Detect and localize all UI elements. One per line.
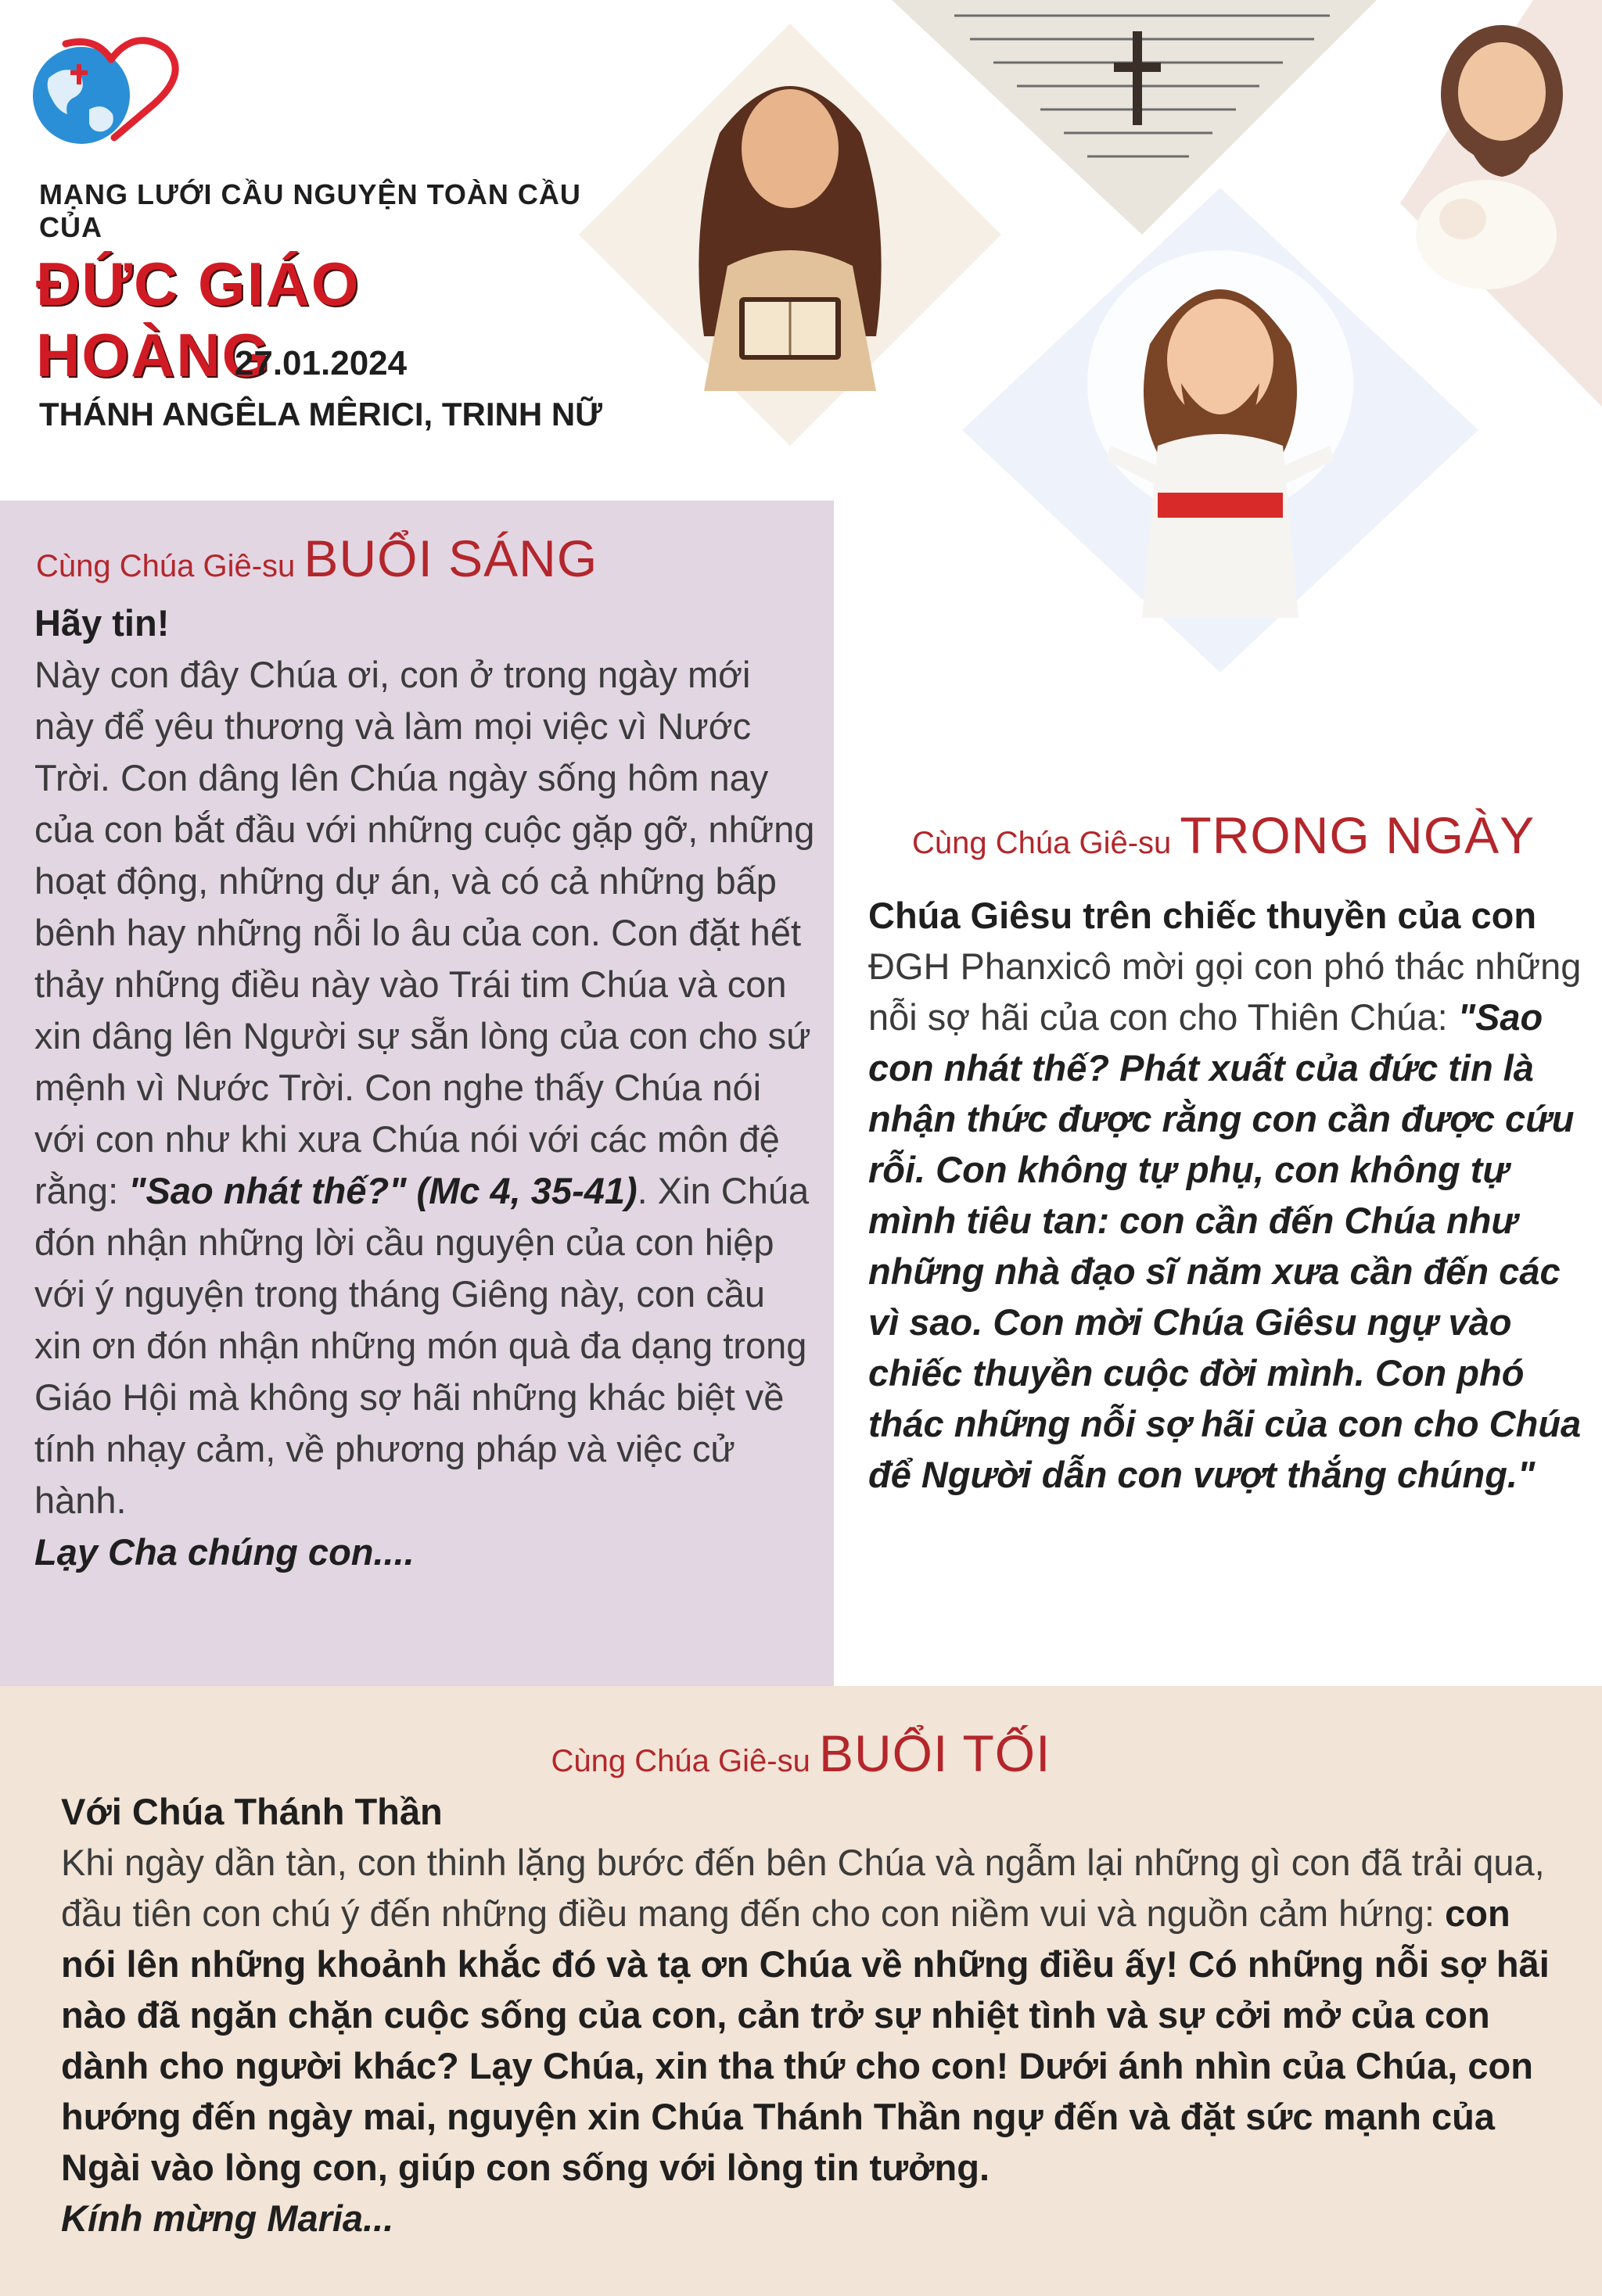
evening-title: BUỔI TỐI bbox=[818, 1724, 1051, 1782]
evening-prayer-text bbox=[61, 1786, 1571, 2244]
morning-closing: Lạy Cha chúng con.... bbox=[34, 1531, 415, 1573]
evening-section bbox=[0, 1686, 1602, 2296]
morning-paragraph-1: Này con đây Chúa ơi, con ở trong ngày mới này để yêu thương và làm mọi việc vì Nước Trời. Con dâng lên Chúa ngày sống hôm nay của con bắt đầu với những cuộc gặp gỡ, những hoạt động, những dự án, và có cả những bấp bênh hay những nỗi lo âu của con. Con đặt hết thảy những điều này vào Trái tim Chúa và con xin dâng lên Người sự sẵn lòng của con cho sứ mệnh vì Nước Trời. Con nghe thấy Chúa nói với con như khi xưa Chúa nói với các môn đệ rằng: bbox=[34, 654, 815, 1211]
evening-heading: Với Chúa Thánh Thần bbox=[61, 1791, 443, 1832]
pope-title: ĐỨC GIÁO HOÀNG bbox=[36, 249, 361, 389]
day-prefix: Cùng Chúa Giê-su bbox=[912, 826, 1172, 860]
day-paragraph: ĐGH Phanxicô mời gọi con phó thác những nỗi sợ hãi của con cho Thiên Chúa: bbox=[868, 945, 1582, 1038]
day-heading: Chúa Giêsu trên chiếc thuyền của con bbox=[868, 895, 1537, 936]
morning-section-header bbox=[36, 529, 598, 588]
day-section-header bbox=[912, 805, 1535, 865]
day-title: TRONG NGÀY bbox=[1180, 806, 1536, 864]
evening-paragraph: Khi ngày dần tàn, con thinh lặng bước đến bên Chúa và ngẫm lại những gì con đã trải qua, đầu tiên con chú ý đến những điều mang đến cho con niềm vui và nguồn cảm hứng: bbox=[61, 1842, 1545, 1934]
evening-prefix: Cùng Chúa Giê-su bbox=[551, 1744, 810, 1778]
morning-prayer-text bbox=[34, 597, 817, 1578]
morning-paragraph-2: . Xin Chúa đón nhận những lời cầu nguyện của con hiệp với ý nguyện trong tháng Giêng này, con cầu xin ơn đón nhận những món quà đa dạng trong Giáo Hội mà không sợ hãi những khác biệt về tính nhạy cảm, về phương pháp và việc cử hành. bbox=[34, 1170, 810, 1521]
morning-title: BUỔI SÁNG bbox=[304, 529, 598, 587]
day-quote: "Sao con nhát thế? Phát xuất của đức tin là nhận thức được rằng con cần được cứu rỗi. Con không tự phụ, con không tự mình tiêu tan: con cần đến Chúa như những nhà đạo sĩ năm xưa cần đến các vì sao. Con mời Chúa Giêsu ngự vào chiếc thuyền cuộc đời mình. Con phó thác những nỗi sợ hãi của con cho Chúa để Người dẫn con vượt thắng chúng." bbox=[868, 996, 1582, 1495]
morning-quote: "Sao nhát thế?" (Mc 4, 35-41) bbox=[128, 1170, 638, 1211]
day-prayer-text bbox=[868, 890, 1588, 1500]
saint-name: THÁNH ANGÊLA MÊRICI, TRINH NỮ bbox=[38, 396, 603, 432]
evening-closing: Kính mừng Maria... bbox=[61, 2197, 394, 2239]
morning-prefix: Cùng Chúa Giê-su bbox=[36, 549, 296, 583]
network-title: MẠNG LƯỚI CẦU NGUYỆN TOÀN CẦU CỦA bbox=[39, 178, 581, 243]
evening-bold-paragraph: con nói lên những khoảnh khắc đó và tạ ơn Chúa về những điều ấy! Có những nỗi sợ hãi nào đã ngăn chặn cuộc sống của con, cản trở sự nhiệt tình và sự cởi mở của con dành cho người khác? Lạy Chúa, xin tha thứ cho con! Dưới ánh nhìn của Chúa, con hướng đến ngày mai, nguyện xin Chúa Thánh Thần ngự đến và đặt sức mạnh của Ngài vào lòng con, giúp con sống với lòng tin tưởng. bbox=[61, 1892, 1550, 2188]
evening-section-header bbox=[0, 1724, 1602, 1783]
morning-heading: Hãy tin! bbox=[34, 602, 170, 644]
date: 27.01.2024 bbox=[234, 344, 408, 382]
morning-section bbox=[0, 500, 834, 1686]
cartoon-jesus-illustration bbox=[962, 188, 1478, 673]
prayer-network-logo bbox=[17, 23, 197, 156]
